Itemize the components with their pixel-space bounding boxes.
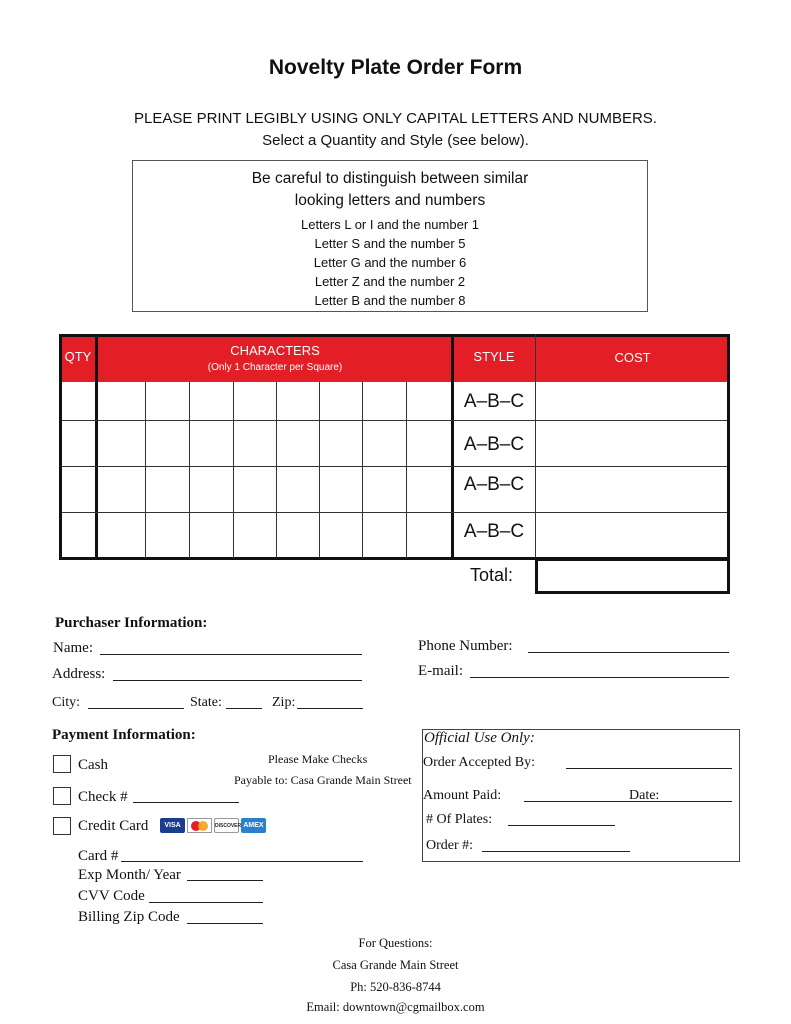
style-header: STYLE — [473, 349, 515, 364]
row-divider — [62, 420, 727, 421]
caution-item: Letter G and the number 6 — [313, 255, 467, 270]
char-divider — [276, 382, 277, 558]
footer-phone: Ph: 520-836-8744 — [350, 980, 441, 994]
characters-subheader: (Only 1 Character per Square) — [207, 362, 343, 373]
mastercard-icon — [187, 818, 212, 833]
style-option[interactable]: A–B–C — [463, 434, 525, 455]
credit-card-label: Credit Card — [78, 818, 149, 834]
qty-cell[interactable] — [62, 422, 94, 465]
exp-label: Exp Month/ Year — [78, 867, 181, 883]
caution-item: Letter Z and the number 2 — [314, 274, 466, 289]
plates-field[interactable] — [508, 825, 615, 826]
accepted-by-label: Order Accepted By: — [423, 755, 535, 770]
amex-icon: AMEX — [241, 818, 266, 833]
char-divider — [319, 382, 320, 558]
purchaser-heading: Purchaser Information: — [55, 615, 208, 631]
footer-email[interactable]: Email: downtown@cgmailbox.com — [306, 1000, 485, 1014]
characters-header: CHARACTERS — [230, 343, 320, 358]
qty-cell[interactable] — [62, 514, 94, 557]
cost-cell[interactable] — [537, 422, 727, 465]
table-divider — [95, 334, 98, 560]
instruction-line-1: PLEASE PRINT LEGIBLY USING ONLY CAPITAL LETTERS AND NUMBERS. — [134, 110, 657, 127]
city-field[interactable] — [88, 708, 184, 709]
qty-cell[interactable] — [62, 468, 94, 511]
caution-heading-2: looking letters and numbers — [294, 192, 486, 209]
table-divider — [535, 334, 536, 560]
footer-organization: Casa Grande Main Street — [332, 958, 459, 972]
order-number-label: Order #: — [426, 838, 474, 853]
amount-paid-field[interactable] — [524, 801, 732, 802]
official-heading: Official Use Only: — [424, 730, 535, 746]
city-label: City: — [52, 695, 81, 710]
address-field[interactable] — [113, 680, 362, 681]
cost-header: COST — [614, 350, 651, 365]
total-field[interactable] — [535, 558, 730, 594]
cvv-label: CVV Code — [78, 888, 145, 904]
footer-questions: For Questions: — [358, 936, 433, 950]
instruction-line-2: Select a Quantity and Style (see below). — [262, 132, 529, 149]
discover-icon: DISCOVER — [214, 818, 239, 833]
check-label: Check # — [78, 789, 128, 805]
zip-label: Zip: — [272, 695, 296, 710]
phone-field[interactable] — [528, 652, 729, 653]
char-divider — [189, 382, 190, 558]
check-note-line-1: Please Make Checks — [268, 752, 368, 766]
cash-label: Cash — [78, 757, 108, 773]
state-field[interactable] — [226, 708, 262, 709]
caution-item: Letter B and the number 8 — [314, 293, 466, 308]
exp-field[interactable] — [187, 880, 263, 881]
plates-label: # Of Plates: — [426, 812, 493, 827]
cvv-field[interactable] — [149, 902, 263, 903]
style-option[interactable]: A–B–C — [463, 474, 525, 495]
row-divider — [62, 466, 727, 467]
card-number-field[interactable] — [121, 861, 363, 862]
card-number-label: Card # — [78, 848, 119, 864]
billing-zip-label: Billing Zip Code — [78, 909, 180, 925]
char-divider — [145, 382, 146, 558]
caution-heading-1: Be careful to distinguish between similar — [251, 170, 529, 187]
char-divider — [406, 382, 407, 558]
name-label: Name: — [53, 640, 93, 656]
caution-box — [132, 160, 648, 312]
amount-paid-label: Amount Paid: — [423, 788, 502, 803]
state-label: State: — [190, 695, 222, 710]
cost-cell[interactable] — [537, 514, 727, 557]
order-number-field[interactable] — [482, 851, 630, 852]
date-label: Date: — [629, 788, 660, 803]
cost-cell[interactable] — [537, 468, 727, 511]
char-divider — [362, 382, 363, 558]
mastercard-circle-orange — [198, 821, 208, 831]
email-label: E-mail: — [418, 663, 463, 679]
accepted-by-field[interactable] — [566, 768, 732, 769]
payment-heading: Payment Information: — [52, 727, 196, 743]
cash-checkbox[interactable] — [53, 755, 71, 773]
caution-item: Letters L or I and the number 1 — [300, 217, 479, 232]
check-note-line-2: Payable to: Casa Grande Main Street — [234, 773, 412, 787]
qty-header: QTY — [64, 349, 92, 364]
char-divider — [233, 382, 234, 558]
email-field[interactable] — [470, 677, 729, 678]
name-field[interactable] — [100, 654, 362, 655]
total-label: Total: — [470, 565, 514, 585]
visa-icon: VISA — [160, 818, 185, 833]
row-divider — [62, 512, 727, 513]
style-option[interactable]: A–B–C — [463, 521, 525, 542]
check-number-field[interactable] — [133, 802, 239, 803]
cost-cell[interactable] — [537, 384, 727, 419]
style-option[interactable]: A–B–C — [463, 391, 525, 412]
address-label: Address: — [52, 666, 106, 682]
qty-cell[interactable] — [62, 384, 94, 419]
credit-card-checkbox[interactable] — [53, 817, 71, 835]
form-title: Novelty Plate Order Form — [268, 56, 523, 79]
zip-field[interactable] — [297, 708, 363, 709]
billing-zip-field[interactable] — [187, 923, 263, 924]
phone-label: Phone Number: — [418, 638, 513, 654]
check-checkbox[interactable] — [53, 787, 71, 805]
caution-item: Letter S and the number 5 — [314, 236, 466, 251]
